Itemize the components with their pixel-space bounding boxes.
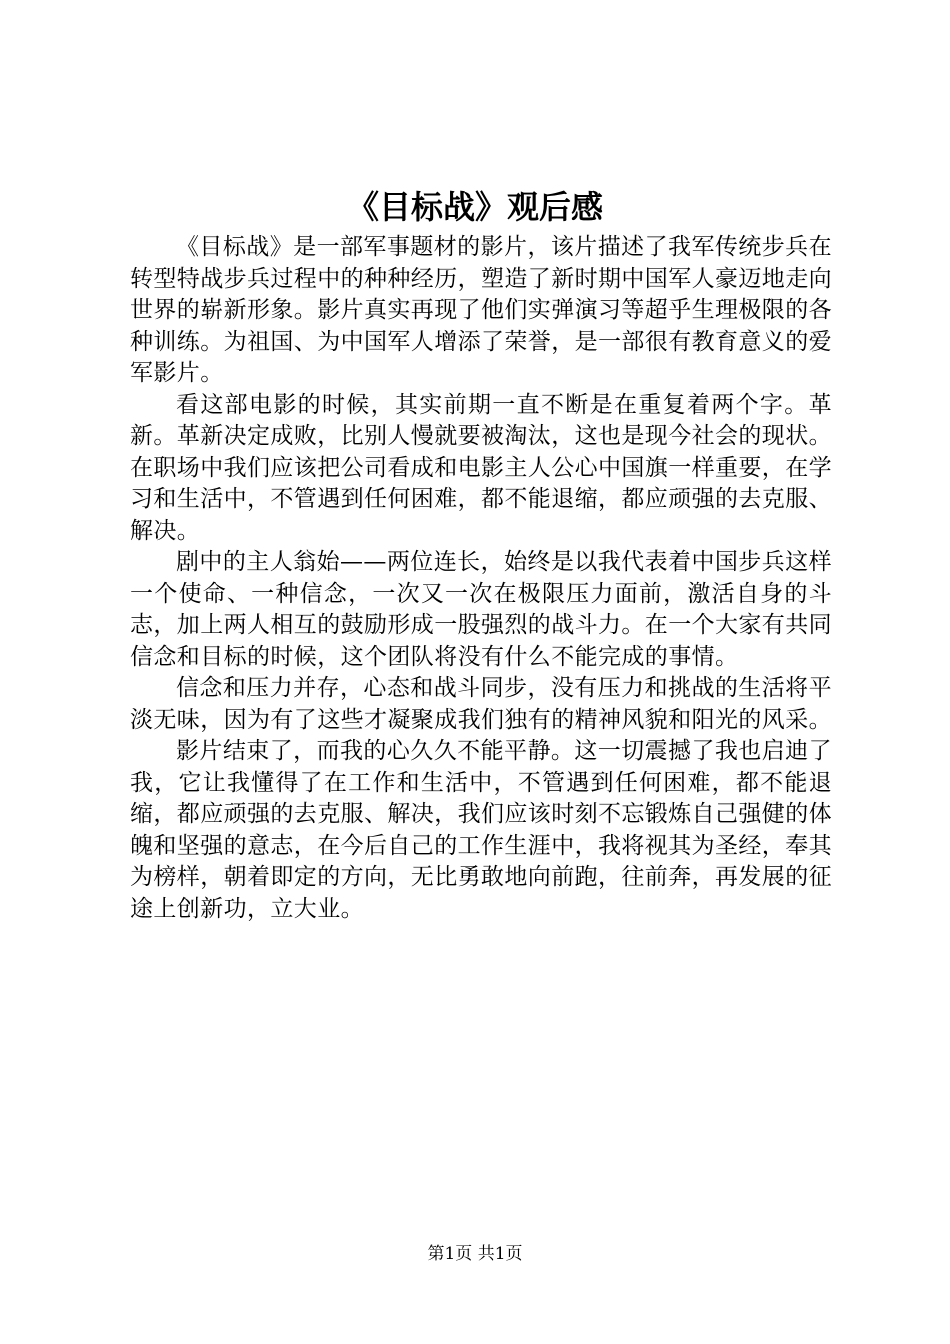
paragraph: 《目标战》是一部军事题材的影片，该片描述了我军传统步兵在转型特战步兵过程中的种种经历，塑造了新时期中国军人豪迈地走向世界的崭新形象。影片真实再现了他们实弹演习等超乎生理极限的各种训练。为祖国、为中国军人增添了荣誉，是一部很有教育意义的爱军影片。 (130, 234, 832, 386)
paragraph: 影片结束了，而我的心久久不能平静。这一切震撼了我也启迪了我，它让我懂得了在工作和生活中，不管遇到任何困难，都不能退缩，都应顽强的去克服、解决，我们应该时刻不忘锻炼自己强健的体魄和坚强的意志，在今后自己的工作生涯中，我将视其为圣经，奉其为榜样，朝着即定的方向，无比勇敢地向前跑，往前奔，再发展的征途上创新功，立大业。 (130, 738, 832, 922)
document-title: 《目标战》观后感 (346, 188, 603, 226)
document-body (130, 232, 832, 925)
page-footer: 第1页 共1页 (427, 1244, 523, 1264)
paragraph: 信念和压力并存，心态和战斗同步，没有压力和挑战的生活将平淡无味，因为有了这些才凝聚成我们独有的精神风貌和阳光的风采。 (130, 675, 832, 733)
paragraph: 看这部电影的时候，其实前期一直不断是在重复着两个字。革新。革新决定成败，比别人慢就要被淘汰，这也是现今社会的现状。在职场中我们应该把公司看成和电影主人公心中国旗一样重要，在学习和生活中，不管遇到任何困难，都不能退缩，都应顽强的去克服、解决。 (130, 391, 832, 544)
paragraph: 剧中的主人翁始——两位连长，始终是以我代表着中国步兵这样一个使命、一种信念，一次又一次在极限压力面前，激活自身的斗志，加上两人相互的鼓励形成一股强烈的战斗力。在一个大家有共同信念和目标的时候，这个团队将没有什么不能完成的事情。 (130, 549, 832, 670)
